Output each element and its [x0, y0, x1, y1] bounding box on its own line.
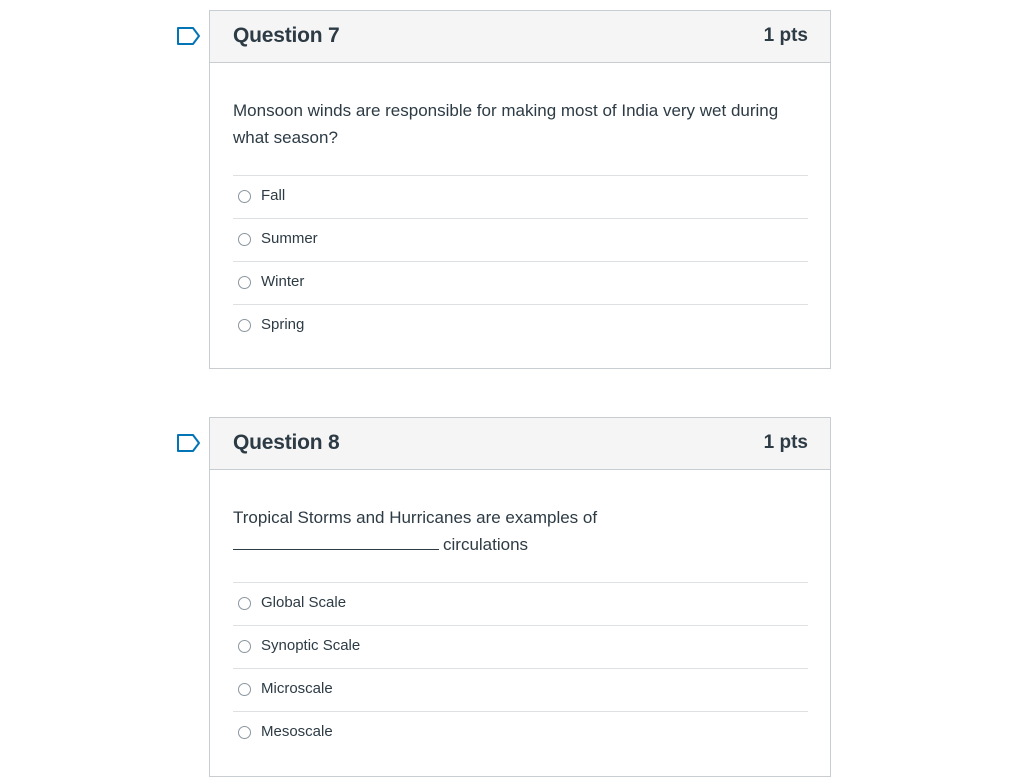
radio-button[interactable]: [238, 319, 251, 332]
answer-label[interactable]: Global Scale: [261, 594, 347, 611]
question-points: 1 pts: [763, 432, 808, 453]
answer-list: [233, 582, 808, 754]
answer-label[interactable]: Mesoscale: [261, 723, 333, 740]
flag-question-icon[interactable]: [176, 26, 202, 46]
answer-option[interactable]: [233, 262, 808, 305]
question-title: Question 7: [233, 24, 340, 47]
question-7-card: [209, 10, 831, 369]
answer-list: [233, 175, 808, 347]
answer-option[interactable]: [233, 669, 808, 712]
question-title: Question 8: [233, 431, 340, 454]
question-header: [210, 11, 830, 63]
answer-option[interactable]: [233, 176, 808, 219]
answer-option[interactable]: [233, 712, 808, 754]
radio-button[interactable]: [238, 640, 251, 653]
question-text-before: Tropical Storms and Hurricanes are examples of: [233, 508, 598, 527]
answer-label[interactable]: Microscale: [261, 680, 333, 697]
answer-label[interactable]: Winter: [261, 273, 305, 290]
answer-label[interactable]: Synoptic Scale: [261, 637, 361, 654]
radio-button[interactable]: [238, 233, 251, 246]
answer-label[interactable]: Fall: [261, 187, 286, 204]
question-text: [233, 504, 808, 582]
radio-button[interactable]: [238, 597, 251, 610]
question-header: [210, 418, 830, 470]
answer-option[interactable]: [233, 305, 808, 347]
radio-button[interactable]: [238, 190, 251, 203]
radio-button[interactable]: [238, 683, 251, 696]
question-text-after: circulations: [443, 535, 529, 554]
radio-button[interactable]: [238, 726, 251, 739]
fill-in-blank-line: [233, 531, 439, 550]
question-text: Monsoon winds are responsible for making most of India very wet during what season?: [233, 101, 779, 147]
question-body: [233, 97, 808, 347]
answer-option[interactable]: [233, 219, 808, 262]
answer-label[interactable]: Summer: [261, 230, 318, 247]
answer-label[interactable]: Spring: [261, 316, 305, 333]
answer-option[interactable]: [233, 583, 808, 626]
answer-option[interactable]: [233, 626, 808, 669]
question-body: [233, 504, 808, 754]
question-points: 1 pts: [763, 25, 808, 46]
radio-button[interactable]: [238, 276, 251, 289]
flag-question-icon[interactable]: [176, 433, 202, 453]
question-8-card: [209, 417, 831, 777]
